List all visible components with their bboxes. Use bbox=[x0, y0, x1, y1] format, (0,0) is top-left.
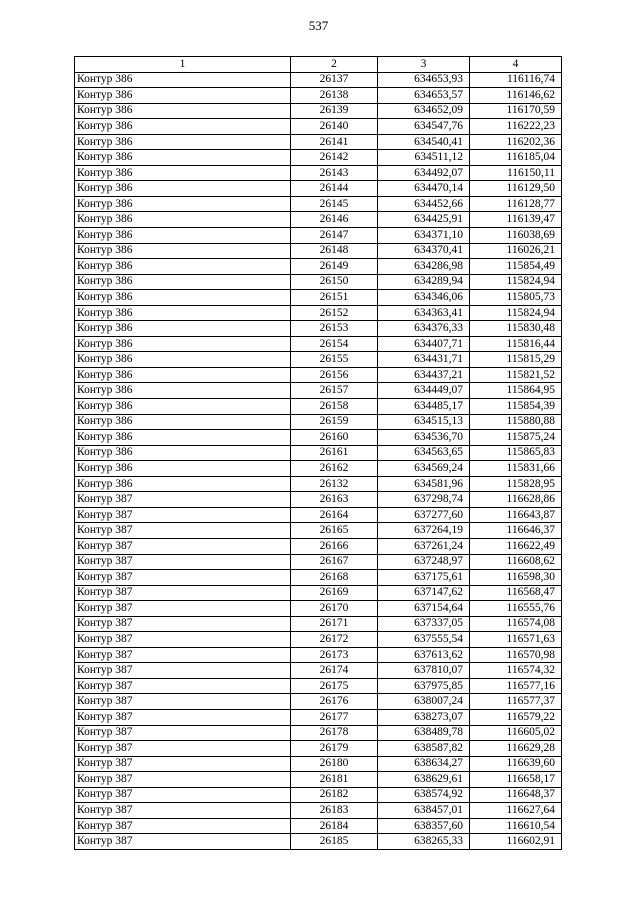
contour-name-cell: Контур 387 bbox=[75, 647, 291, 663]
x-coordinate-cell: 634540,41 bbox=[378, 134, 470, 150]
x-coordinate-cell: 634511,12 bbox=[378, 150, 470, 166]
contour-name-cell: Контур 386 bbox=[75, 119, 291, 135]
contour-name-cell: Контур 387 bbox=[75, 818, 291, 834]
table-row bbox=[75, 507, 562, 523]
table-row bbox=[75, 756, 562, 772]
x-coordinate-cell: 638574,92 bbox=[378, 787, 470, 803]
table-header-row bbox=[75, 57, 562, 73]
contour-name-cell: Контур 386 bbox=[75, 72, 291, 88]
column-header-4: 4 bbox=[470, 57, 562, 73]
x-coordinate-cell: 637613,62 bbox=[378, 647, 470, 663]
x-coordinate-cell: 637810,07 bbox=[378, 663, 470, 679]
table-row bbox=[75, 694, 562, 710]
contour-name-cell: Контур 387 bbox=[75, 772, 291, 788]
contour-name-cell: Контур 387 bbox=[75, 523, 291, 539]
point-number-cell: 26159 bbox=[291, 414, 378, 430]
x-coordinate-cell: 634547,76 bbox=[378, 119, 470, 135]
x-coordinate-cell: 634437,21 bbox=[378, 367, 470, 383]
table-row bbox=[75, 834, 562, 850]
table-row bbox=[75, 570, 562, 586]
point-number-cell: 26180 bbox=[291, 756, 378, 772]
y-coordinate-cell: 116643,87 bbox=[470, 507, 562, 523]
point-number-cell: 26161 bbox=[291, 445, 378, 461]
table-row bbox=[75, 150, 562, 166]
y-coordinate-cell: 116648,37 bbox=[470, 787, 562, 803]
table-row bbox=[75, 383, 562, 399]
contour-name-cell: Контур 386 bbox=[75, 336, 291, 352]
x-coordinate-cell: 637261,24 bbox=[378, 538, 470, 554]
contour-name-cell: Контур 386 bbox=[75, 181, 291, 197]
contour-name-cell: Контур 387 bbox=[75, 585, 291, 601]
contour-name-cell: Контур 387 bbox=[75, 787, 291, 803]
contour-name-cell: Контур 387 bbox=[75, 632, 291, 648]
table-row bbox=[75, 772, 562, 788]
y-coordinate-cell: 116627,64 bbox=[470, 803, 562, 819]
y-coordinate-cell: 116579,22 bbox=[470, 709, 562, 725]
point-number-cell: 26171 bbox=[291, 616, 378, 632]
x-coordinate-cell: 637147,62 bbox=[378, 585, 470, 601]
point-number-cell: 26146 bbox=[291, 212, 378, 228]
x-coordinate-cell: 637337,05 bbox=[378, 616, 470, 632]
y-coordinate-cell: 115865,83 bbox=[470, 445, 562, 461]
y-coordinate-cell: 116574,32 bbox=[470, 663, 562, 679]
table-row bbox=[75, 72, 562, 88]
y-coordinate-cell: 116639,60 bbox=[470, 756, 562, 772]
table-row bbox=[75, 647, 562, 663]
x-coordinate-cell: 634371,10 bbox=[378, 228, 470, 244]
x-coordinate-cell: 638457,01 bbox=[378, 803, 470, 819]
x-coordinate-cell: 634581,96 bbox=[378, 476, 470, 492]
table-row bbox=[75, 165, 562, 181]
y-coordinate-cell: 115854,49 bbox=[470, 259, 562, 275]
point-number-cell: 26139 bbox=[291, 103, 378, 119]
table-row bbox=[75, 818, 562, 834]
point-number-cell: 26181 bbox=[291, 772, 378, 788]
y-coordinate-cell: 116568,47 bbox=[470, 585, 562, 601]
y-coordinate-cell: 116150,11 bbox=[470, 165, 562, 181]
x-coordinate-cell: 634485,17 bbox=[378, 399, 470, 415]
point-number-cell: 26162 bbox=[291, 461, 378, 477]
y-coordinate-cell: 116170,59 bbox=[470, 103, 562, 119]
point-number-cell: 26137 bbox=[291, 72, 378, 88]
contour-name-cell: Контур 386 bbox=[75, 150, 291, 166]
contour-name-cell: Контур 387 bbox=[75, 756, 291, 772]
contour-name-cell: Контур 386 bbox=[75, 243, 291, 259]
x-coordinate-cell: 634431,71 bbox=[378, 352, 470, 368]
point-number-cell: 26143 bbox=[291, 165, 378, 181]
y-coordinate-cell: 116602,91 bbox=[470, 834, 562, 850]
y-coordinate-cell: 115828,95 bbox=[470, 476, 562, 492]
y-coordinate-cell: 115824,94 bbox=[470, 305, 562, 321]
x-coordinate-cell: 634452,66 bbox=[378, 196, 470, 212]
table-row bbox=[75, 663, 562, 679]
y-coordinate-cell: 116038,69 bbox=[470, 228, 562, 244]
y-coordinate-cell: 115864,95 bbox=[470, 383, 562, 399]
x-coordinate-cell: 637154,64 bbox=[378, 601, 470, 617]
y-coordinate-cell: 116116,74 bbox=[470, 72, 562, 88]
contour-name-cell: Контур 386 bbox=[75, 414, 291, 430]
contour-name-cell: Контур 386 bbox=[75, 383, 291, 399]
x-coordinate-cell: 634515,13 bbox=[378, 414, 470, 430]
point-number-cell: 26140 bbox=[291, 119, 378, 135]
x-coordinate-cell: 637248,97 bbox=[378, 554, 470, 570]
table-row bbox=[75, 321, 562, 337]
table-row bbox=[75, 367, 562, 383]
point-number-cell: 26168 bbox=[291, 570, 378, 586]
contour-name-cell: Контур 386 bbox=[75, 305, 291, 321]
x-coordinate-cell: 638357,60 bbox=[378, 818, 470, 834]
table-row bbox=[75, 678, 562, 694]
y-coordinate-cell: 116608,62 bbox=[470, 554, 562, 570]
point-number-cell: 26167 bbox=[291, 554, 378, 570]
x-coordinate-cell: 634569,24 bbox=[378, 461, 470, 477]
contour-name-cell: Контур 386 bbox=[75, 367, 291, 383]
point-number-cell: 26169 bbox=[291, 585, 378, 601]
table-row bbox=[75, 119, 562, 135]
y-coordinate-cell: 116026,21 bbox=[470, 243, 562, 259]
table-row bbox=[75, 492, 562, 508]
x-coordinate-cell: 634653,93 bbox=[378, 72, 470, 88]
contour-name-cell: Контур 387 bbox=[75, 570, 291, 586]
table-row bbox=[75, 803, 562, 819]
contour-name-cell: Контур 386 bbox=[75, 476, 291, 492]
contour-name-cell: Контур 387 bbox=[75, 663, 291, 679]
contour-name-cell: Контур 387 bbox=[75, 709, 291, 725]
contour-name-cell: Контур 386 bbox=[75, 196, 291, 212]
y-coordinate-cell: 116139,47 bbox=[470, 212, 562, 228]
contour-name-cell: Контур 386 bbox=[75, 134, 291, 150]
contour-name-cell: Контур 386 bbox=[75, 259, 291, 275]
y-coordinate-cell: 115875,24 bbox=[470, 430, 562, 446]
x-coordinate-cell: 638265,33 bbox=[378, 834, 470, 850]
point-number-cell: 26149 bbox=[291, 259, 378, 275]
table-row bbox=[75, 445, 562, 461]
x-coordinate-cell: 634653,57 bbox=[378, 88, 470, 104]
point-number-cell: 26185 bbox=[291, 834, 378, 850]
table-row bbox=[75, 523, 562, 539]
contour-name-cell: Контур 386 bbox=[75, 321, 291, 337]
table-body bbox=[75, 72, 562, 849]
contour-name-cell: Контур 386 bbox=[75, 165, 291, 181]
y-coordinate-cell: 116202,36 bbox=[470, 134, 562, 150]
point-number-cell: 26178 bbox=[291, 725, 378, 741]
contour-name-cell: Контур 386 bbox=[75, 290, 291, 306]
y-coordinate-cell: 115880,88 bbox=[470, 414, 562, 430]
coordinates-table bbox=[74, 56, 562, 850]
contour-name-cell: Контур 387 bbox=[75, 554, 291, 570]
point-number-cell: 26138 bbox=[291, 88, 378, 104]
contour-name-cell: Контур 387 bbox=[75, 492, 291, 508]
x-coordinate-cell: 637264,19 bbox=[378, 523, 470, 539]
y-coordinate-cell: 116555,76 bbox=[470, 601, 562, 617]
table-row bbox=[75, 709, 562, 725]
table-row bbox=[75, 212, 562, 228]
table-row bbox=[75, 414, 562, 430]
table-row bbox=[75, 305, 562, 321]
point-number-cell: 26144 bbox=[291, 181, 378, 197]
y-coordinate-cell: 116577,16 bbox=[470, 678, 562, 694]
y-coordinate-cell: 115831,66 bbox=[470, 461, 562, 477]
table-row bbox=[75, 196, 562, 212]
point-number-cell: 26147 bbox=[291, 228, 378, 244]
table-row bbox=[75, 352, 562, 368]
table-row bbox=[75, 632, 562, 648]
contour-name-cell: Контур 387 bbox=[75, 834, 291, 850]
point-number-cell: 26158 bbox=[291, 399, 378, 415]
point-number-cell: 26157 bbox=[291, 383, 378, 399]
contour-name-cell: Контур 386 bbox=[75, 445, 291, 461]
x-coordinate-cell: 634346,06 bbox=[378, 290, 470, 306]
point-number-cell: 26166 bbox=[291, 538, 378, 554]
y-coordinate-cell: 115821,52 bbox=[470, 367, 562, 383]
y-coordinate-cell: 115816,44 bbox=[470, 336, 562, 352]
x-coordinate-cell: 634470,14 bbox=[378, 181, 470, 197]
x-coordinate-cell: 637298,74 bbox=[378, 492, 470, 508]
column-header-1: 1 bbox=[75, 57, 291, 73]
point-number-cell: 26141 bbox=[291, 134, 378, 150]
y-coordinate-cell: 115824,94 bbox=[470, 274, 562, 290]
x-coordinate-cell: 634652,09 bbox=[378, 103, 470, 119]
point-number-cell: 26179 bbox=[291, 741, 378, 757]
table-row bbox=[75, 461, 562, 477]
x-coordinate-cell: 634370,41 bbox=[378, 243, 470, 259]
point-number-cell: 26150 bbox=[291, 274, 378, 290]
table-row bbox=[75, 725, 562, 741]
x-coordinate-cell: 637975,85 bbox=[378, 678, 470, 694]
contour-name-cell: Контур 386 bbox=[75, 274, 291, 290]
column-header-3: 3 bbox=[378, 57, 470, 73]
table-row bbox=[75, 290, 562, 306]
point-number-cell: 26160 bbox=[291, 430, 378, 446]
point-number-cell: 26170 bbox=[291, 601, 378, 617]
point-number-cell: 26183 bbox=[291, 803, 378, 819]
y-coordinate-cell: 115805,73 bbox=[470, 290, 562, 306]
point-number-cell: 26182 bbox=[291, 787, 378, 803]
y-coordinate-cell: 115815,29 bbox=[470, 352, 562, 368]
x-coordinate-cell: 638629,61 bbox=[378, 772, 470, 788]
point-number-cell: 26175 bbox=[291, 678, 378, 694]
table-row bbox=[75, 259, 562, 275]
point-number-cell: 26151 bbox=[291, 290, 378, 306]
x-coordinate-cell: 634376,33 bbox=[378, 321, 470, 337]
contour-name-cell: Контур 387 bbox=[75, 538, 291, 554]
point-number-cell: 26153 bbox=[291, 321, 378, 337]
y-coordinate-cell: 116222,23 bbox=[470, 119, 562, 135]
x-coordinate-cell: 638273,07 bbox=[378, 709, 470, 725]
y-coordinate-cell: 115830,48 bbox=[470, 321, 562, 337]
y-coordinate-cell: 116605,02 bbox=[470, 725, 562, 741]
contour-name-cell: Контур 386 bbox=[75, 461, 291, 477]
point-number-cell: 26184 bbox=[291, 818, 378, 834]
table-row bbox=[75, 476, 562, 492]
contour-name-cell: Контур 387 bbox=[75, 694, 291, 710]
y-coordinate-cell: 116570,98 bbox=[470, 647, 562, 663]
contour-name-cell: Контур 387 bbox=[75, 601, 291, 617]
table-row bbox=[75, 585, 562, 601]
point-number-cell: 26164 bbox=[291, 507, 378, 523]
point-number-cell: 26172 bbox=[291, 632, 378, 648]
point-number-cell: 26152 bbox=[291, 305, 378, 321]
contour-name-cell: Контур 387 bbox=[75, 741, 291, 757]
point-number-cell: 26132 bbox=[291, 476, 378, 492]
point-number-cell: 26163 bbox=[291, 492, 378, 508]
table-row bbox=[75, 616, 562, 632]
x-coordinate-cell: 634286,98 bbox=[378, 259, 470, 275]
point-number-cell: 26155 bbox=[291, 352, 378, 368]
x-coordinate-cell: 634407,71 bbox=[378, 336, 470, 352]
x-coordinate-cell: 634563,65 bbox=[378, 445, 470, 461]
x-coordinate-cell: 638007,24 bbox=[378, 694, 470, 710]
contour-name-cell: Контур 387 bbox=[75, 725, 291, 741]
x-coordinate-cell: 638587,82 bbox=[378, 741, 470, 757]
point-number-cell: 26145 bbox=[291, 196, 378, 212]
contour-name-cell: Контур 387 bbox=[75, 803, 291, 819]
x-coordinate-cell: 634425,91 bbox=[378, 212, 470, 228]
x-coordinate-cell: 637277,60 bbox=[378, 507, 470, 523]
y-coordinate-cell: 115854,39 bbox=[470, 399, 562, 415]
contour-name-cell: Контур 387 bbox=[75, 616, 291, 632]
x-coordinate-cell: 634449,07 bbox=[378, 383, 470, 399]
y-coordinate-cell: 116577,37 bbox=[470, 694, 562, 710]
table-row bbox=[75, 181, 562, 197]
contour-name-cell: Контур 386 bbox=[75, 103, 291, 119]
table-row bbox=[75, 274, 562, 290]
table-row bbox=[75, 134, 562, 150]
y-coordinate-cell: 116610,54 bbox=[470, 818, 562, 834]
point-number-cell: 26154 bbox=[291, 336, 378, 352]
contour-name-cell: Контур 386 bbox=[75, 430, 291, 446]
point-number-cell: 26177 bbox=[291, 709, 378, 725]
x-coordinate-cell: 638634,27 bbox=[378, 756, 470, 772]
y-coordinate-cell: 116646,37 bbox=[470, 523, 562, 539]
contour-name-cell: Контур 386 bbox=[75, 399, 291, 415]
table-row bbox=[75, 228, 562, 244]
x-coordinate-cell: 634363,41 bbox=[378, 305, 470, 321]
x-coordinate-cell: 637555,54 bbox=[378, 632, 470, 648]
x-coordinate-cell: 637175,61 bbox=[378, 570, 470, 586]
y-coordinate-cell: 116628,86 bbox=[470, 492, 562, 508]
contour-name-cell: Контур 386 bbox=[75, 228, 291, 244]
table-row bbox=[75, 103, 562, 119]
contour-name-cell: Контур 386 bbox=[75, 352, 291, 368]
y-coordinate-cell: 116629,28 bbox=[470, 741, 562, 757]
table-row bbox=[75, 787, 562, 803]
table-row bbox=[75, 399, 562, 415]
y-coordinate-cell: 116658,17 bbox=[470, 772, 562, 788]
point-number-cell: 26173 bbox=[291, 647, 378, 663]
point-number-cell: 26174 bbox=[291, 663, 378, 679]
y-coordinate-cell: 116571,63 bbox=[470, 632, 562, 648]
y-coordinate-cell: 116622,49 bbox=[470, 538, 562, 554]
point-number-cell: 26148 bbox=[291, 243, 378, 259]
x-coordinate-cell: 634536,70 bbox=[378, 430, 470, 446]
table-row bbox=[75, 430, 562, 446]
table-row bbox=[75, 741, 562, 757]
point-number-cell: 26156 bbox=[291, 367, 378, 383]
column-header-2: 2 bbox=[291, 57, 378, 73]
table-row bbox=[75, 601, 562, 617]
y-coordinate-cell: 116185,04 bbox=[470, 150, 562, 166]
x-coordinate-cell: 634289,94 bbox=[378, 274, 470, 290]
contour-name-cell: Контур 386 bbox=[75, 88, 291, 104]
y-coordinate-cell: 116146,62 bbox=[470, 88, 562, 104]
contour-name-cell: Контур 387 bbox=[75, 678, 291, 694]
contour-name-cell: Контур 386 bbox=[75, 212, 291, 228]
table-row bbox=[75, 88, 562, 104]
x-coordinate-cell: 634492,07 bbox=[378, 165, 470, 181]
x-coordinate-cell: 638489,78 bbox=[378, 725, 470, 741]
y-coordinate-cell: 116574,08 bbox=[470, 616, 562, 632]
table-row bbox=[75, 336, 562, 352]
page-number: 537 bbox=[308, 18, 329, 33]
table-row bbox=[75, 538, 562, 554]
table-row bbox=[75, 243, 562, 259]
y-coordinate-cell: 116128,77 bbox=[470, 196, 562, 212]
contour-name-cell: Контур 387 bbox=[75, 507, 291, 523]
table-row bbox=[75, 554, 562, 570]
point-number-cell: 26165 bbox=[291, 523, 378, 539]
y-coordinate-cell: 116598,30 bbox=[470, 570, 562, 586]
point-number-cell: 26176 bbox=[291, 694, 378, 710]
point-number-cell: 26142 bbox=[291, 150, 378, 166]
y-coordinate-cell: 116129,50 bbox=[470, 181, 562, 197]
